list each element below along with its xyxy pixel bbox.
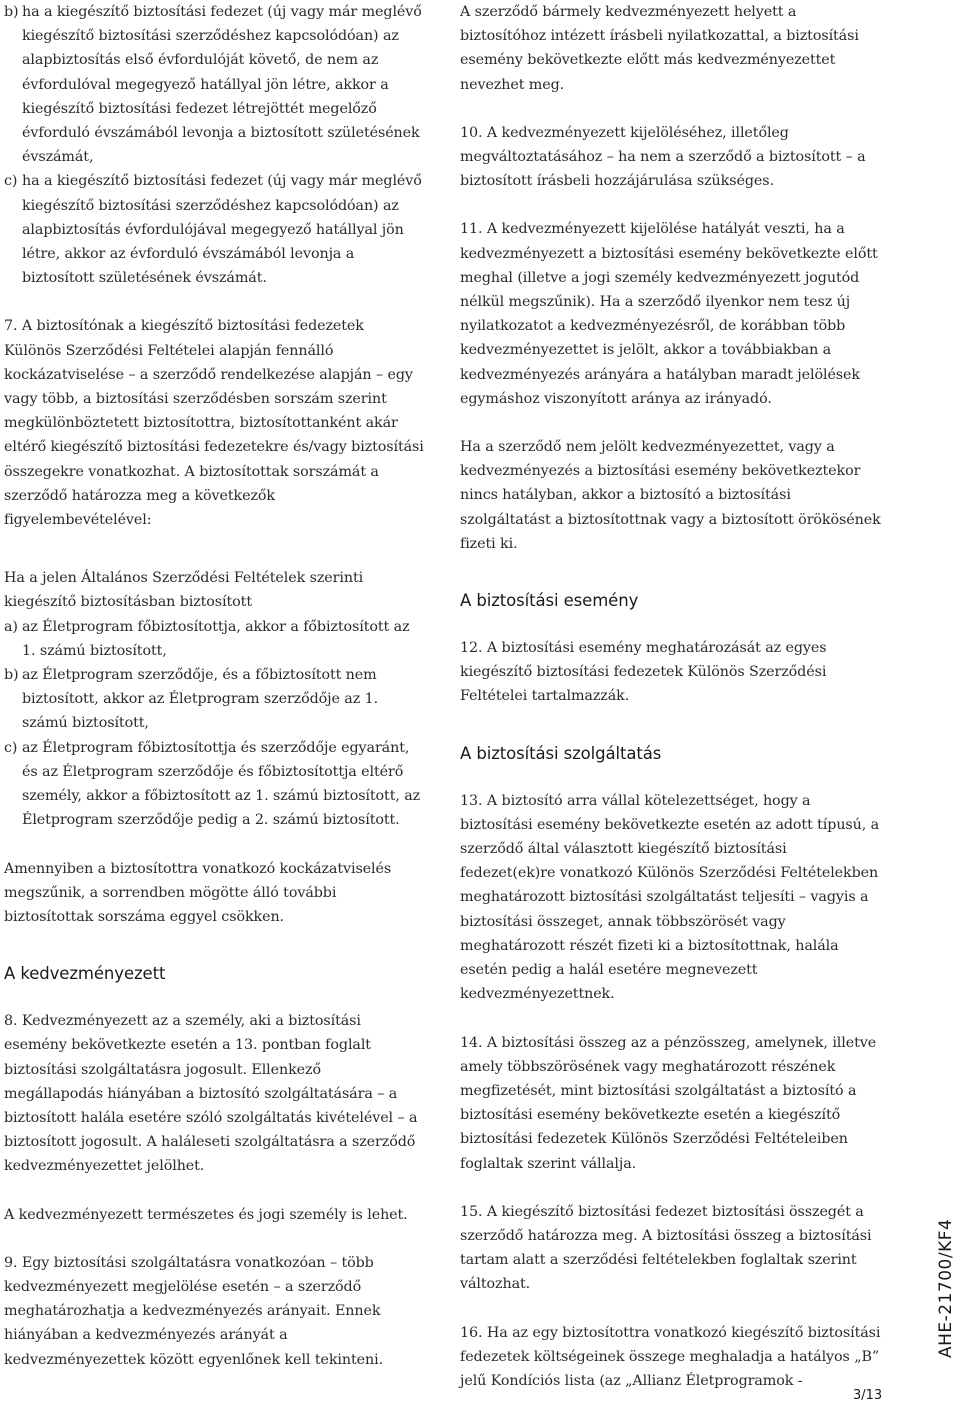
list-text: az Életprogram szerződője, és a főbiztosított nem biztosított, akkor az Életprogram szerződője az 1. számú biztosított,: [22, 667, 379, 732]
spacer: [460, 97, 885, 121]
paragraph-13: 13. A biztosító arra vállal kötelezettséget, hogy a biztosítási esemény bekövetkezte esetén az adott típusú, a szerződő által választott kiegészítő biztosítási fedezet(ek)re vonatkozó Különös Szerződési Feltételekben meghatározott biztosítási szolgáltatást teljesíti – vagyis a biztosítási összeget, annak többszörösét vagy meghatározott részét fizeti ki a biztosítottnak, halála esetén pedig a halál esetére megnevezett kedvezményezettnek.: [460, 792, 880, 1003]
paragraph-intro: Ha a jelen Általános Szerződési Feltételek szerinti kiegészítő biztosításban biztosított: [4, 570, 364, 611]
list-item-b: [4, 0, 424, 169]
list-item-a2: [4, 615, 424, 663]
list-text: az Életprogram főbiztosítottja és szerződője egyaránt, és az Életprogram szerződője és főbiztosítottja eltérő személy, akkor a főbiztosított az 1. számú biztosított, az Életprogram szerződője pedig a 2. számú biztosított.: [22, 739, 421, 829]
paragraph-15: 15. A kiegészítő biztosítási fedezet biztosítási összegét a szerződő határozza meg. A biztosítási összeg a biztosítási tartam alatt a szerződési feltételekben foglaltak szerint változhat.: [460, 1203, 872, 1293]
paragraph-amennyiben: Amennyiben a biztosítottra vonatkozó kockázatviselés megszűnik, a sorrendben mögötte álló további biztosítottak sorszáma eggyel csökken.: [4, 860, 392, 925]
paragraph-11: 11. A kedvezményezett kijelölése hatályát veszti, ha a kedvezményezett a biztosítási esemény bekövetkezte előtt meghal (illetve a jogi személy kedvezményezett jogutód nélkül megszűnik). Ha a szerződő ilyenkor nem tesz új nyilatkozatot a kedvezményezésről, de korábban több kedvezményezettet is jelölt, akkor a továbbiakban a kedvezményezés arányára a hatályban maradt jelölések egymáshoz viszonyított aránya az irányadó.: [460, 221, 878, 407]
spacer: [4, 985, 424, 1009]
spacer: [4, 532, 424, 556]
document-code: AHE-21700/KF4: [936, 1218, 956, 1358]
paragraph-termeszetes: A kedvezményezett természetes és jogi személy is lehet.: [4, 1206, 408, 1223]
page-number: 3/13: [853, 1388, 883, 1403]
paragraph-szerzodo: A szerződő bármely kedvezményezett helyett a biztosítóhoz intézett írásbeli nyilatkozattal, a biztosítási esemény bekövetkezte előtt más kedvezményezettet nevezhet meg.: [460, 4, 859, 93]
spacer: [460, 1297, 885, 1321]
list-label: b): [4, 667, 19, 684]
list-text: ha a kiegészítő biztosítási fedezet (új vagy már meglévő kiegészítő biztosítási szerződéshez kapcsolódóan) az alapbiztosítás évfordulójával megegyező hatállyal jön létre, akkor az évforduló évszámából levonja a biztosított születésének évszámát.: [22, 173, 422, 287]
spacer: [460, 1007, 885, 1031]
spacer: [4, 1227, 424, 1251]
spacer: [4, 929, 424, 953]
left-column: [4, 0, 424, 1372]
spacer: [460, 733, 885, 743]
section-heading-esemeny: A biztosítási esemény: [460, 591, 639, 611]
spacer: [460, 1176, 885, 1200]
section-heading-kedvezmenyezett: A kedvezményezett: [4, 964, 166, 984]
list-text: ha a kiegészítő biztosítási fedezet (új vagy már meglévő kiegészítő biztosítási szerződéshez kapcsolódóan) az alapbiztosítás első évfordulóját követő, de nem az évfordulóval megegyező hatállyal jön létre, akkor a kiegészítő biztosítási fedezet létrejöttét megelőző évforduló évszámából levonja a biztosított születésének évszámát,: [22, 4, 422, 166]
spacer: [4, 833, 424, 857]
list-label: c): [4, 739, 18, 756]
list-text: az Életprogram főbiztosítottja, akkor a főbiztosított az 1. számú biztosított,: [22, 618, 410, 659]
spacer: [460, 612, 885, 636]
list-label: a): [4, 618, 18, 635]
list-item-b2: [4, 663, 424, 736]
section-heading-szolgaltatas: A biztosítási szolgáltatás: [460, 743, 662, 763]
paragraph-8: 8. Kedvezményezett az a személy, aki a biztosítási esemény bekövetkezte esetén a 13. pontban foglalt biztosítási szolgáltatásra jogosult. Ellenkező megállapodás hiányában a biztosító szolgáltatására – a biztosított halála esetére szóló szolgáltatás kivételével – a biztosított jogosult. A haláleseti szolgáltatásra a szerződő kedvezményezettet jelölhet.: [4, 1013, 418, 1175]
right-column: [460, 0, 885, 1393]
spacer: [460, 193, 885, 217]
spacer: [460, 709, 885, 733]
list-item-c2: [4, 736, 424, 833]
spacer: [460, 411, 885, 435]
paragraph-16: 16. Ha az egy biztosítottra vonatkozó kiegészítő biztosítási fedezetek költségeinek összege meghaladja a hatályos „B” jelű Kondíciós lista (az „Allianz Életprogramok -: [460, 1324, 881, 1389]
spacer: [460, 580, 885, 590]
paragraph-14: 14. A biztosítási összeg az a pénzösszeg, amelynek, illetve amely többszörösének vagy meghatározott részének megfizetését, mint biztosítási szolgáltatást a biztosító a biztosítási esemény bekövetkezte esetén a kiegészítő biztosítási fedezetek Különös Szerződési Feltételeiben foglaltak szerint vállalja.: [460, 1034, 877, 1172]
spacer: [4, 1179, 424, 1203]
spacer: [460, 556, 885, 580]
spacer: [4, 953, 424, 963]
spacer: [460, 765, 885, 789]
paragraph-nem-jelolt: Ha a szerződő nem jelölt kedvezményezettet, vagy a kedvezményezés a biztosítási esemény bekövetkeztekor nincs hatályban, akkor a biztosító a biztosítási szolgáltatást a biztosítottnak vagy a biztosított örökösének fizeti ki.: [460, 439, 881, 552]
paragraph-9: 9. Egy biztosítási szolgáltatásra vonatkozóan – több kedvezményezett megjelölése esetén – a szerződő meghatározhatja a kedvezményezés arányait. Ennek hiányában a kedvezményezés arányát a kedvezményezettek között egyenlőnek kell tekinteni.: [4, 1254, 384, 1368]
paragraph-12: 12. A biztosítási esemény meghatározását az egyes kiegészítő biztosítási fedezetek Különös Szerződési Feltételei tartalmazzák.: [460, 640, 827, 705]
paragraph-10: 10. A kedvezményezett kijelöléséhez, illetőleg megváltoztatásához – ha nem a szerződő a biztosított – a biztosított írásbeli hozzájárulása szükséges.: [460, 124, 866, 190]
paragraph-7: 7. A biztosítónak a kiegészítő biztosítási fedezetek Különös Szerződési Feltételei alapján fennálló kockázatviselése – a szerződő rendelkezése alapján – egy vagy több, a biztosítási szerződésben sorszám szerint megkülönböztetett biztosítottra, biztosítottanként akár eltérő kiegészítő biztosítási fedezetekre és/vagy biztosítási összegekre vonatkozhat. A biztosítottak sorszámát a szerződő határozza meg a következők figyelembevételével:: [4, 318, 424, 529]
list-label: c): [4, 173, 18, 190]
spacer: [4, 290, 424, 314]
list-label: b): [4, 4, 19, 20]
spacer: [4, 556, 424, 566]
list-item-c: [4, 169, 424, 290]
